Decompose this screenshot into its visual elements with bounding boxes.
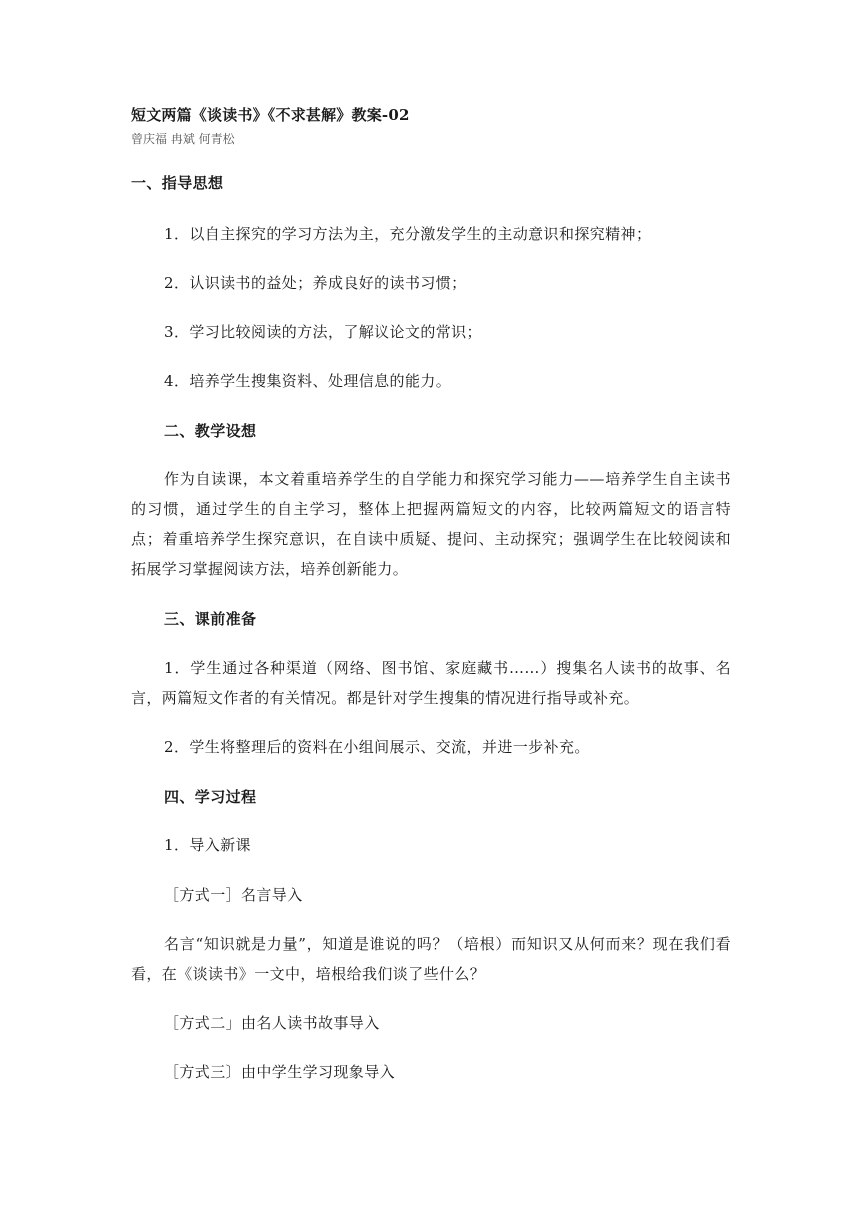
method-label-2: ［方式二」由名人读书故事导入 (164, 1014, 380, 1032)
section-heading-guiding-ideas: 一、指导思想 (131, 174, 224, 192)
list-item: 3．学习比较阅读的方法，了解议论文的常识； (164, 323, 482, 341)
list-item: 1．以自主探究的学习方法为主，充分激发学生的主动意识和探究精神； (164, 225, 652, 243)
subheading-introduction: 1．导入新课 (164, 836, 251, 854)
document-title: 短文两篇《谈读书》《不求甚解》教案-02 (131, 106, 410, 124)
section-heading-preparation: 三、课前准备 (164, 610, 257, 628)
section-heading-learning-process: 四、学习过程 (164, 788, 257, 806)
paragraph-teaching-concept: 作为自读课，本文着重培养学生的自学能力和探究学习能力——培养学生自主读书的习惯，通过学生的自主学习，整体上把握两篇短文的内容，比较两篇短文的语言特点；着重培养学生探究意识，在自读中质疑、提问、主动探究；强调学生在比较阅读和拓展学习掌握阅读方法，培养创新能力。 (131, 470, 731, 578)
document-authors: 曾庆福 冉斌 何青松 (131, 132, 235, 146)
method-label-3: ［方式三〕由中学生学习现象导入 (164, 1063, 396, 1081)
list-item: 2．学生将整理后的资料在小组间展示、交流，并进一步补充。 (164, 738, 590, 756)
list-item: 2．认识读书的益处；养成良好的读书习惯； (164, 274, 467, 292)
method-label-1: ［方式一］名言导入 (164, 886, 303, 904)
list-item: 4．培养学生搜集资料、处理信息的能力。 (164, 372, 452, 390)
list-item: 1．学生通过各种渠道（网络、图书馆、家庭藏书……）搜集名人读书的故事、名言，两篇短文作者的有关情况。都是针对学生搜集的情况进行指导或补充。 (131, 659, 731, 707)
section-heading-teaching-concept: 二、教学设想 (164, 422, 257, 440)
paragraph-method-1: 名言“知识就是力量”，知道是谁说的吗？（培根）而知识又从何而来？现在我们看看，在《谈读书》一文中，培根给我们谈了些什么？ (131, 935, 731, 983)
